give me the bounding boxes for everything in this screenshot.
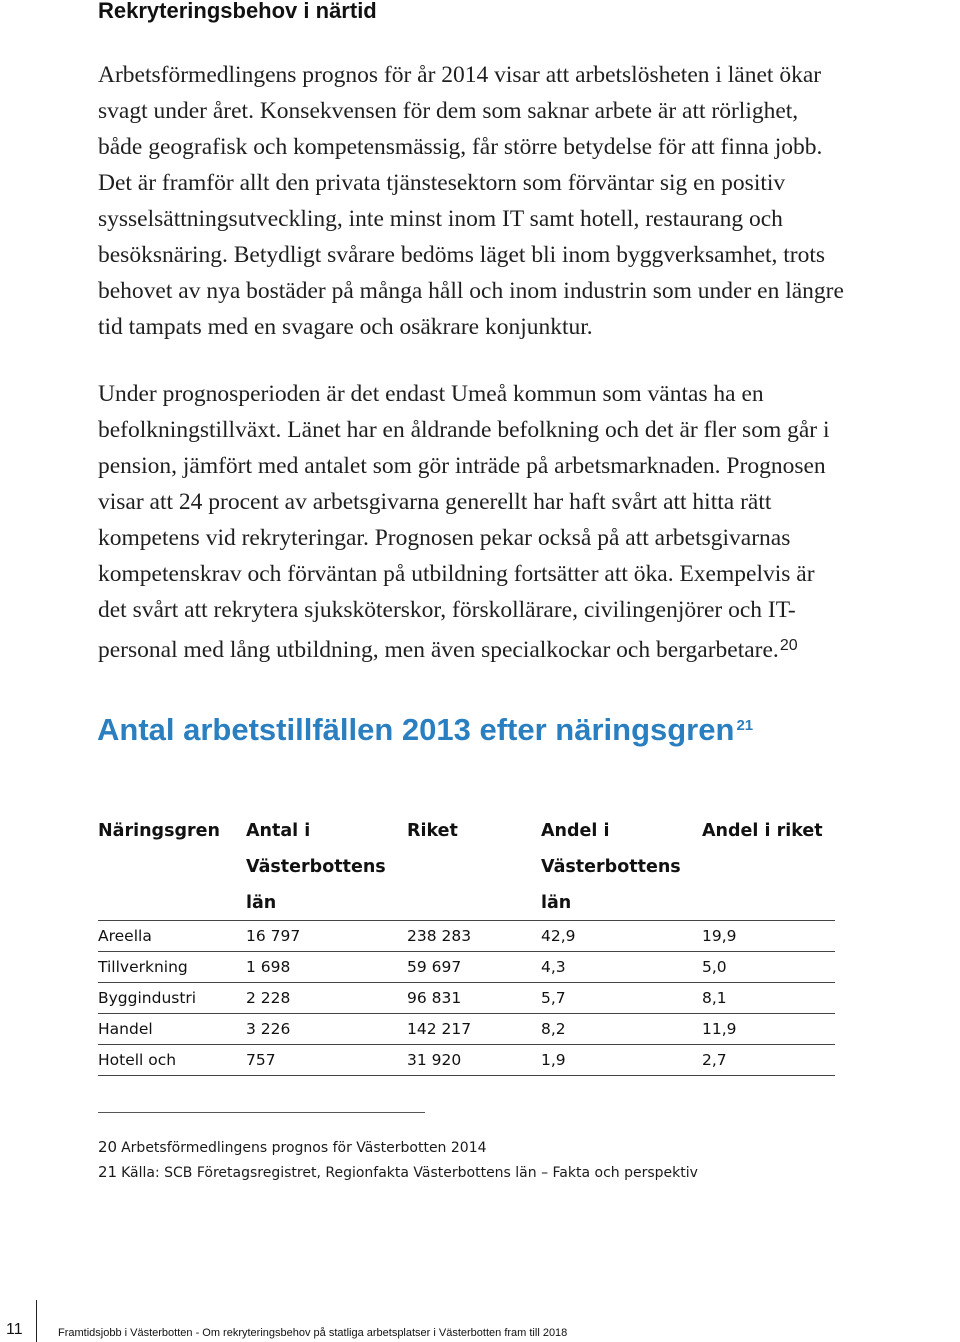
cell-andel-riket: 11,9 [702, 1020, 737, 1038]
cell-antal-vasterbotten: 16 797 [246, 927, 301, 945]
cell-naringsgren: Handel [98, 1020, 153, 1038]
cell-naringsgren: Tillverkning [98, 958, 188, 976]
text-line: Det är framför allt den privata tjänstesektorn som förväntar sig en positiv [98, 170, 786, 196]
text-line: Under prognosperioden är det endast Umeå kommun som väntas ha en [98, 381, 764, 407]
text-line: Arbetsförmedlingens prognos för år 2014 visar att arbetslösheten i länet ökar [98, 62, 822, 88]
page-number: 11 [6, 1321, 23, 1338]
text-line: kompetenskrav och förväntan på utbildning fortsätter att öka. Exempelvis är [98, 561, 815, 587]
header-line: län [541, 893, 572, 913]
section-title [97, 706, 753, 750]
cell-antal-vasterbotten: 2 228 [246, 989, 291, 1007]
header-line: Andel i riket [702, 821, 823, 841]
footnote-20 [98, 1137, 487, 1158]
text-line: kompetens vid rekryteringar. Prognosen pekar också på att arbetsgivarnas [98, 525, 791, 551]
cell-riket: 59 697 [407, 958, 462, 976]
industry-jobs-table [98, 813, 835, 1076]
text-line: sysselsättningsutveckling, inte minst inom IT samt hotell, restaurang och [98, 206, 783, 232]
cell-riket: 96 831 [407, 989, 462, 1007]
footer-document-title: Framtidsjobb i Västerbotten - Om rekryteringsbehov på statliga arbetsplatser i Västerbotten fram till 2018 [58, 1327, 568, 1339]
table-row [98, 983, 835, 1014]
cell-andel-vasterbotten: 8,2 [541, 1020, 566, 1038]
header-line: Västerbottens [246, 857, 386, 877]
footnote-21 [98, 1162, 698, 1183]
cell-riket: 142 217 [407, 1020, 472, 1038]
text-line: det svårt att rekrytera sjuksköterskor, förskollärare, civilingenjörer och IT- [98, 597, 796, 623]
text-line-last [98, 628, 830, 668]
cell-naringsgren: Byggindustri [98, 989, 197, 1007]
text-line-content: personal med lång utbildning, men även specialkockar och bergarbetare. [98, 637, 779, 663]
page-footer [0, 1300, 960, 1342]
header-andel-riket [702, 813, 823, 849]
cell-riket: 238 283 [407, 927, 472, 945]
cell-antal-vasterbotten: 1 698 [246, 958, 291, 976]
footnote-number: 21 [98, 1163, 118, 1181]
header-naringsgren [98, 813, 220, 849]
text-line: behovet av nya bostäder på många håll och inom industrin som under en längre [98, 278, 844, 304]
header-line: Riket [407, 821, 458, 841]
cell-antal-vasterbotten: 757 [246, 1051, 276, 1069]
header-line: Antal i [246, 821, 311, 841]
table-row [98, 921, 835, 952]
table-row [98, 952, 835, 983]
cell-andel-vasterbotten: 1,9 [541, 1051, 566, 1069]
section-title-text: Antal arbetstillfällen 2013 efter näringsgren [97, 712, 735, 747]
cell-antal-vasterbotten: 3 226 [246, 1020, 291, 1038]
text-line: pension, jämfört med antalet som gör inträde på arbetsmarknaden. Prognosen [98, 453, 826, 479]
footnote-number: 20 [98, 1138, 118, 1156]
cell-naringsgren: Hotell och [98, 1051, 177, 1069]
footnote-text: Källa: SCB Företagsregistret, Regionfakta Västerbottens län – Fakta och perspektiv [121, 1165, 698, 1181]
header-line: län [246, 893, 277, 913]
cell-andel-riket: 19,9 [702, 927, 737, 945]
table-row [98, 1014, 835, 1045]
text-line: befolkningstillväxt. Länet har en åldrande befolkning och det är fler som går i [98, 417, 830, 443]
text-line: besöksnäring. Betydligt svårare bedöms läget bli inom byggverksamhet, trots [98, 242, 826, 268]
footnote-ref-21[interactable]: 21 [736, 717, 754, 734]
footnote-ref-20[interactable]: 20 [779, 637, 798, 654]
text-line: både geografisk och kompetensmässig, får större betydelse för att finna jobb. [98, 134, 823, 160]
footnote-separator [98, 1112, 425, 1113]
header-line: Västerbottens [541, 857, 681, 877]
paragraph-arbetsloshet [98, 57, 844, 345]
cell-andel-vasterbotten: 4,3 [541, 958, 566, 976]
header-line: Andel i [541, 821, 610, 841]
footer-divider [36, 1300, 37, 1342]
cell-andel-riket: 2,7 [702, 1051, 727, 1069]
cell-naringsgren: Areella [98, 927, 152, 945]
header-riket [407, 813, 458, 849]
cell-riket: 31 920 [407, 1051, 462, 1069]
page-heading: Rekryteringsbehov i närtid [98, 0, 377, 23]
text-line: visar att 24 procent av arbetsgivarna generellt har haft svårt att hitta rätt [98, 489, 772, 515]
text-line: tid tampats med en svagare och osäkrare konjunktur. [98, 314, 593, 340]
table-header [98, 813, 835, 921]
header-line: Näringsgren [98, 821, 220, 841]
header-antal-vasterbotten [246, 813, 386, 921]
footnote-text: Arbetsförmedlingens prognos för Västerbotten 2014 [121, 1140, 487, 1156]
table-row [98, 1045, 835, 1076]
paragraph-befolkning [98, 376, 830, 668]
cell-andel-riket: 8,1 [702, 989, 727, 1007]
cell-andel-riket: 5,0 [702, 958, 727, 976]
text-line: svagt under året. Konsekvensen för dem som saknar arbete är att rörlighet, [98, 98, 799, 124]
cell-andel-vasterbotten: 42,9 [541, 927, 576, 945]
cell-andel-vasterbotten: 5,7 [541, 989, 566, 1007]
header-andel-vasterbotten [541, 813, 681, 921]
